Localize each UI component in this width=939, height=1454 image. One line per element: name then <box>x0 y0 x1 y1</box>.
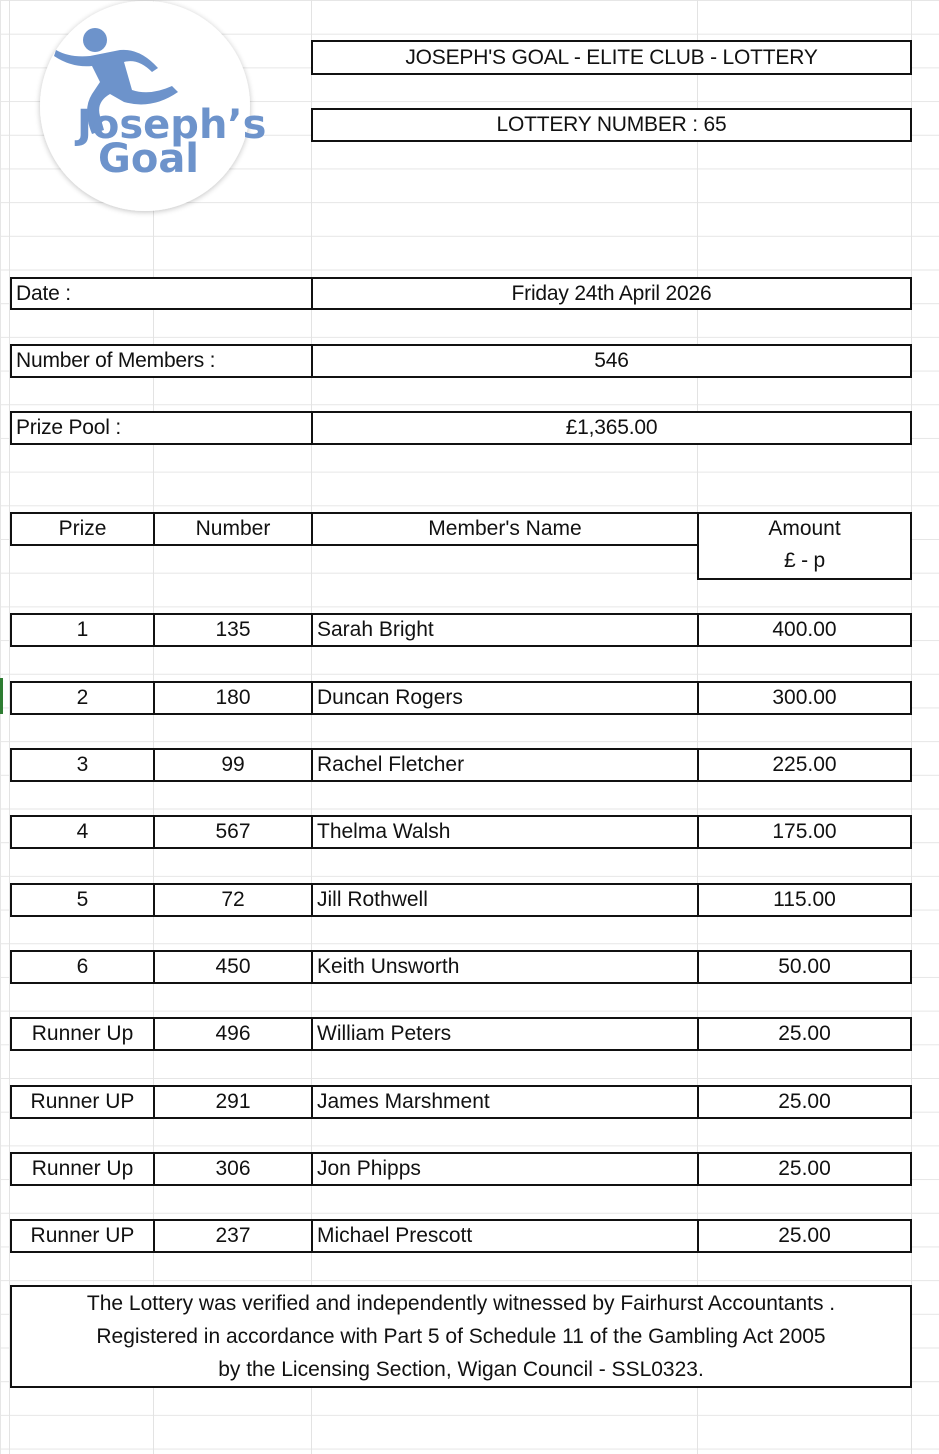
header-amount-unit: £ - p <box>697 544 912 580</box>
prize-cell: 1 <box>12 615 155 645</box>
table-row <box>10 613 912 647</box>
name-cell: William Peters <box>313 1019 699 1049</box>
name-cell: Duncan Rogers <box>313 683 699 713</box>
table-row <box>10 681 912 715</box>
header-amount: Amount <box>768 517 841 540</box>
number-cell: 496 <box>155 1019 313 1049</box>
prize-cell: 3 <box>12 750 155 780</box>
prize-cell: Runner Up <box>12 1019 155 1049</box>
name-cell: Keith Unsworth <box>313 952 699 982</box>
lottery-title: JOSEPH'S GOAL - ELITE CLUB - LOTTERY <box>311 40 912 75</box>
number-cell: 567 <box>155 817 313 847</box>
number-cell: 291 <box>155 1087 313 1117</box>
notice-line-1: The Lottery was verified and independently witnessed by Fairhurst Accountants . <box>86 1292 836 1315</box>
amount-cell: 175.00 <box>772 820 837 843</box>
number-cell: 450 <box>155 952 313 982</box>
amount-cell: 50.00 <box>778 955 831 978</box>
prize-cell: Runner Up <box>12 1154 155 1184</box>
name-cell: James Marshment <box>313 1087 699 1117</box>
date-value: Friday 24th April 2026 <box>311 277 912 310</box>
lottery-number: LOTTERY NUMBER : 65 <box>311 108 912 142</box>
number-cell: 72 <box>155 885 313 915</box>
name-cell: Sarah Bright <box>313 615 699 645</box>
prize-cell: Runner UP <box>12 1221 155 1251</box>
table-header-row <box>10 512 912 546</box>
row-selection-marker <box>0 678 3 714</box>
name-cell: Rachel Fletcher <box>313 750 699 780</box>
prize-pool-label: Prize Pool : <box>10 411 313 445</box>
name-cell: Jill Rothwell <box>313 885 699 915</box>
amount-cell: 25.00 <box>778 1224 831 1247</box>
amount-cell: 25.00 <box>778 1157 831 1180</box>
name-cell: Jon Phipps <box>313 1154 699 1184</box>
table-row <box>10 950 912 984</box>
prize-cell: 5 <box>12 885 155 915</box>
table-row <box>10 748 912 782</box>
notice-line-2: Registered in accordance with Part 5 of Schedule 11 of the Gambling Act 2005 <box>96 1325 826 1348</box>
header-prize: Prize <box>12 514 155 544</box>
prize-cell: 4 <box>12 817 155 847</box>
logo-graphic <box>20 0 270 220</box>
name-cell: Thelma Walsh <box>313 817 699 847</box>
amount-cell: 25.00 <box>778 1090 831 1113</box>
verification-notice <box>10 1285 912 1388</box>
amount-cell: 300.00 <box>772 686 837 709</box>
date-label: Date : <box>10 277 313 310</box>
josephs-goal-logo <box>20 0 270 220</box>
prize-pool-value: £1,365.00 <box>311 411 912 445</box>
prize-cell: Runner UP <box>12 1087 155 1117</box>
table-row <box>10 883 912 917</box>
logo-text-line2: Goal <box>98 136 200 182</box>
number-cell: 135 <box>155 615 313 645</box>
header-member-name: Member's Name <box>313 514 699 544</box>
number-cell: 237 <box>155 1221 313 1251</box>
amount-cell: 25.00 <box>778 1022 831 1045</box>
logo-text-line1: Joseph’s <box>77 102 267 148</box>
table-row <box>10 1085 912 1119</box>
members-label: Number of Members : <box>10 344 313 378</box>
table-row <box>10 815 912 849</box>
number-cell: 99 <box>155 750 313 780</box>
amount-cell: 115.00 <box>773 888 836 911</box>
table-row <box>10 1219 912 1253</box>
header-number: Number <box>155 514 313 544</box>
members-value: 546 <box>311 344 912 378</box>
table-row <box>10 1017 912 1051</box>
amount-cell: 400.00 <box>772 618 837 641</box>
number-cell: 306 <box>155 1154 313 1184</box>
amount-cell: 225.00 <box>772 753 837 776</box>
prize-cell: 2 <box>12 683 155 713</box>
prize-cell: 6 <box>12 952 155 982</box>
notice-line-3: by the Licensing Section, Wigan Council - SSL0323. <box>218 1358 704 1381</box>
table-row <box>10 1152 912 1186</box>
number-cell: 180 <box>155 683 313 713</box>
name-cell: Michael Prescott <box>313 1221 699 1251</box>
